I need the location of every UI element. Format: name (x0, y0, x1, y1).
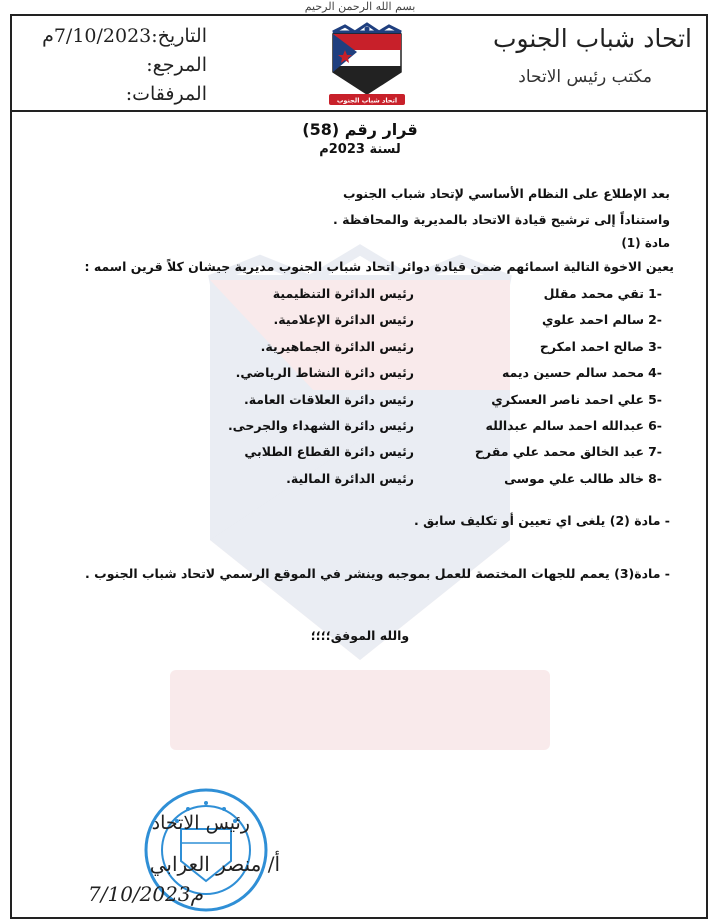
date-row (22, 22, 207, 51)
decision-year: لسنة 2023م (319, 142, 401, 157)
item-number: -3 (648, 338, 662, 354)
appointee-name: صالح احمد امكرح (539, 338, 644, 354)
date-value: 7/10/2023م (42, 25, 152, 47)
list-item (62, 339, 662, 365)
signatory-name: أ/ منصر العرابي (149, 852, 280, 876)
list-item (62, 365, 662, 391)
appointee-name: تقي محمد مقلل (543, 286, 644, 301)
article-1-text: يعين الاخوة التالية اسمائهم ضمن قيادة دوائر اتحاد شباب الجنوب مديرية جيشان كلاً قرين اسمه : (84, 259, 674, 274)
svg-text:اتحاد شباب الجنوب: اتحاد شباب الجنوب (336, 96, 398, 105)
appointee-role: رئيس الدائرة المالية. (286, 470, 414, 486)
item-number: -8 (648, 470, 662, 486)
signature-date: 7/10/2023م (88, 882, 203, 906)
appointee-role: رئيس الدائرة الإعلامية. (273, 312, 414, 328)
item-number: -2 (648, 312, 662, 328)
decision-title: قرار رقم (58) (302, 120, 418, 139)
list-item (62, 471, 662, 497)
item-number: -6 (648, 417, 662, 433)
article-3: - مادة(3) يعمم للجهات المختصة للعمل بموجبه وينشر في الموقع الرسمي لاتحاد شباب الجنوب . (85, 566, 670, 581)
closing-phrase: والله الموفق؛؛؛؛ (310, 628, 410, 643)
reference-label: المرجع: (146, 54, 207, 76)
appointee-name: علي احمد ناصر العسكري (491, 391, 644, 407)
appointee-role: رئيس دائرة النشاط الرياضي. (235, 365, 414, 381)
appointee-role: رئيس دائرة الشهداء والجرحى. (227, 417, 414, 433)
organization-logo-icon (325, 22, 409, 106)
signatory-title: رئيس الاتحاد (151, 812, 250, 834)
article-1-heading: مادة (1) (621, 236, 670, 250)
appointee-name: خالد طالب علي موسى (504, 470, 644, 486)
appointee-role: رئيس دائرة العلاقات العامة. (243, 391, 414, 407)
header-divider (10, 110, 708, 112)
list-item (62, 312, 662, 338)
list-item (62, 392, 662, 418)
preamble-line-2: واستناداً إلى ترشيح قيادة الاتحاد بالمديرية والمحافظة . (332, 212, 670, 227)
document-meta (22, 22, 207, 109)
basmala: بسم الله الرحمن الرحيم (304, 0, 416, 13)
appointee-name: محمد سالم حسين ديمه (501, 365, 644, 381)
office-name: مكتب رئيس الاتحاد (518, 67, 652, 87)
appointments-list (62, 286, 662, 497)
list-item (62, 418, 662, 444)
item-number: -5 (648, 391, 662, 407)
item-number: -1 (648, 286, 662, 301)
preamble-line-1: بعد الإطلاع على النظام الأساسي لإتحاد شباب الجنوب (342, 186, 670, 201)
appointee-name: عبد الخالق محمد علي مقرح (474, 444, 644, 460)
appointee-role: رئيس الدائرة التنظيمية (272, 286, 414, 301)
item-number: -7 (648, 444, 662, 460)
date-label: التاريخ: (151, 25, 207, 47)
attachments-label: المرفقات: (125, 83, 207, 105)
appointee-role: رئيس دائرة القطاع الطلابي (244, 444, 414, 460)
list-item (62, 286, 662, 312)
organization-name: اتحاد شباب الجنوب (492, 24, 692, 53)
appointee-name: سالم احمد علوي (541, 312, 644, 328)
item-number: -4 (648, 365, 662, 381)
appointee-name: عبدالله احمد سالم عبدالله (485, 417, 644, 433)
organization-header (493, 24, 692, 87)
article-2: - مادة (2) يلغى اي تعيين أو تكليف سابق . (414, 513, 670, 528)
list-item (62, 444, 662, 470)
appointee-role: رئيس الدائرة الجماهيرية. (260, 338, 414, 354)
